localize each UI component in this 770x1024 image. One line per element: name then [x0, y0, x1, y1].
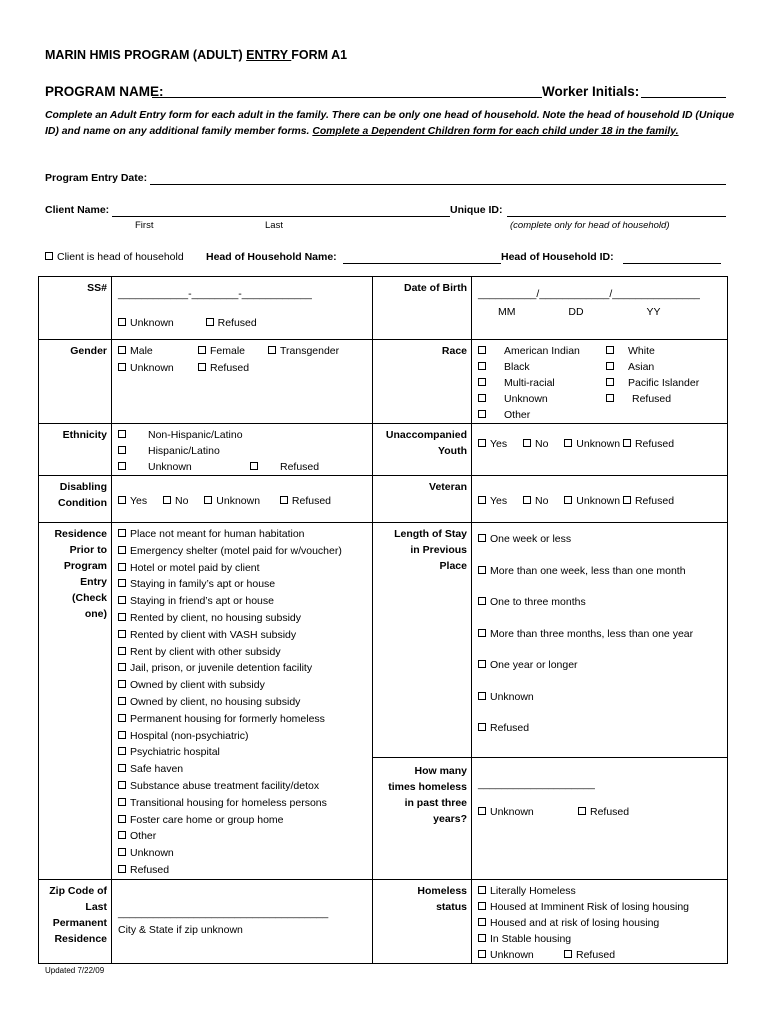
- residence-option-checkbox[interactable]: Refused: [118, 862, 368, 879]
- stay-option-checkbox[interactable]: One year or longer: [478, 650, 723, 682]
- checkbox-icon: [606, 346, 614, 354]
- checkbox-icon: [118, 714, 126, 722]
- race-refused-checkbox[interactable]: Refused: [606, 393, 671, 405]
- youth-no-checkbox[interactable]: No: [523, 438, 548, 450]
- veteran-unknown-checkbox[interactable]: Unknown: [564, 495, 620, 507]
- checkbox-icon: [118, 318, 126, 326]
- zip-cell: [112, 879, 373, 963]
- race-other-checkbox[interactable]: Other: [478, 409, 530, 421]
- checkbox-icon: [606, 394, 614, 402]
- checkbox-icon: [578, 807, 586, 815]
- checkbox-icon: [118, 462, 126, 470]
- checkbox-icon: [118, 563, 126, 571]
- checkbox-icon: [204, 496, 212, 504]
- residence-option-checkbox[interactable]: Rented by client, no housing subsidy: [118, 610, 368, 627]
- head-name-label: Head of Household Name:: [206, 251, 337, 263]
- checkbox-icon: [198, 346, 206, 354]
- stay-cell: [472, 523, 728, 758]
- residence-option-checkbox[interactable]: Permanent housing for formerly homeless: [118, 711, 368, 728]
- ethnicity-non-hispanic-checkbox[interactable]: Non-Hispanic/Latino: [118, 427, 368, 443]
- residence-option-checkbox[interactable]: Other: [118, 828, 368, 845]
- disabling-yes-checkbox[interactable]: Yes: [118, 495, 147, 507]
- checkbox-icon: [118, 848, 126, 856]
- homeless-status-label: Homeless status: [373, 879, 472, 963]
- race-unknown-checkbox[interactable]: Unknown: [478, 391, 606, 407]
- residence-option-checkbox[interactable]: Place not meant for human habitation: [118, 526, 368, 543]
- checkbox-icon: [118, 663, 126, 671]
- residence-option-checkbox[interactable]: Hospital (non-psychiatric): [118, 728, 368, 745]
- race-white-checkbox[interactable]: White: [606, 345, 655, 357]
- checkbox-icon: [118, 697, 126, 705]
- zip-label: Zip Code of Last Permanent Residence: [39, 879, 112, 963]
- checkbox-icon: [45, 252, 53, 260]
- ssn-unknown-checkbox[interactable]: Unknown: [118, 317, 174, 329]
- checkbox-icon: [118, 630, 126, 638]
- stay-option-checkbox[interactable]: Refused: [478, 713, 723, 745]
- stay-option-checkbox[interactable]: More than three months, less than one year: [478, 619, 723, 651]
- checkbox-icon: [623, 496, 631, 504]
- checkbox-icon: [606, 378, 614, 386]
- race-cell: [472, 340, 728, 424]
- mm-caption: MM: [498, 306, 516, 318]
- gender-female-checkbox[interactable]: Female: [198, 343, 268, 360]
- checkbox-icon: [118, 529, 126, 537]
- checkbox-icon: [118, 613, 126, 621]
- youth-label: Unaccompanied Youth: [373, 424, 472, 476]
- checkbox-icon: [523, 439, 531, 447]
- checkbox-icon: [478, 597, 486, 605]
- checkbox-icon: [478, 950, 486, 958]
- residence-option-checkbox[interactable]: Safe haven: [118, 761, 368, 778]
- client-name-label: Client Name:: [45, 204, 110, 216]
- veteran-cell: [472, 476, 728, 523]
- checkbox-icon: [118, 346, 126, 354]
- checkbox-icon: [564, 439, 572, 447]
- youth-refused-checkbox[interactable]: Refused: [623, 438, 674, 450]
- gender-male-checkbox[interactable]: Male: [118, 343, 198, 360]
- checkbox-icon: [478, 918, 486, 926]
- veteran-no-checkbox[interactable]: No: [523, 495, 548, 507]
- times-refused-checkbox[interactable]: Refused: [578, 806, 629, 818]
- checkbox-icon: [118, 579, 126, 587]
- residence-option-checkbox[interactable]: Emergency shelter (motel paid for w/voucher): [118, 543, 368, 560]
- disabling-cell: [112, 476, 373, 523]
- dob-cell: [472, 277, 728, 340]
- checkbox-icon: [206, 318, 214, 326]
- disabling-unknown-checkbox[interactable]: Unknown: [204, 495, 260, 507]
- homeless-unknown-checkbox[interactable]: Unknown: [478, 947, 564, 963]
- is-head-checkbox[interactable]: Client is head of household: [45, 251, 184, 263]
- veteran-label: Veteran: [373, 476, 472, 523]
- client-name-field[interactable]: [112, 216, 450, 217]
- residence-label: Residence Prior to Program Entry (Check one): [39, 523, 112, 880]
- checkbox-icon: [478, 566, 486, 574]
- disabling-label: Disabling Condition: [39, 476, 112, 523]
- race-black-checkbox[interactable]: Black: [478, 359, 606, 375]
- residence-option-checkbox[interactable]: Transitional housing for homeless persons: [118, 795, 368, 812]
- ssn-field[interactable]: ____________-________-____________: [118, 288, 312, 300]
- times-unknown-checkbox[interactable]: Unknown: [478, 804, 578, 820]
- checkbox-icon: [478, 629, 486, 637]
- ssn-cell: [112, 277, 373, 340]
- unique-id-label: Unique ID:: [450, 204, 503, 216]
- stay-option-checkbox[interactable]: Unknown: [478, 682, 723, 714]
- worker-initials-label: Worker Initials:: [542, 84, 640, 99]
- checkbox-icon: [118, 781, 126, 789]
- residence-option-checkbox[interactable]: Staying in family’s apt or house: [118, 576, 368, 593]
- checkbox-icon: [198, 363, 206, 371]
- checkbox-icon: [478, 934, 486, 942]
- residence-option-checkbox[interactable]: Owned by client, no housing subsidy: [118, 694, 368, 711]
- dd-caption: DD: [568, 306, 584, 318]
- ethnicity-label: Ethnicity: [39, 424, 112, 476]
- checkbox-icon: [118, 496, 126, 504]
- gender-cell: [112, 340, 373, 424]
- checkbox-icon: [118, 764, 126, 772]
- youth-cell: [472, 424, 728, 476]
- zip-note: City & State if zip unknown: [118, 923, 243, 936]
- homeless-status-cell: [472, 879, 728, 963]
- gender-label: Gender: [39, 340, 112, 424]
- ethnicity-refused-checkbox[interactable]: Refused: [250, 461, 319, 473]
- checkbox-icon: [118, 546, 126, 554]
- checkbox-icon: [118, 430, 126, 438]
- head-id-field[interactable]: [623, 263, 721, 264]
- unique-id-field[interactable]: [507, 216, 726, 217]
- times-homeless-label: How many times homeless in past three years?: [373, 758, 472, 879]
- stay-option-checkbox[interactable]: More than one week, less than one month: [478, 556, 723, 588]
- veteran-yes-checkbox[interactable]: Yes: [478, 495, 507, 507]
- ethnicity-cell: [112, 424, 373, 476]
- disabling-refused-checkbox[interactable]: Refused: [280, 495, 331, 507]
- homeless-refused-checkbox[interactable]: Refused: [564, 949, 615, 961]
- stay-label: Length of Stay in Previous Place: [373, 523, 472, 758]
- checkbox-icon: [623, 439, 631, 447]
- residence-option-checkbox[interactable]: Substance abuse treatment facility/detox: [118, 778, 368, 795]
- checkbox-icon: [163, 496, 171, 504]
- checkbox-icon: [564, 496, 572, 504]
- updated-date: Updated 7/22/09: [45, 966, 105, 975]
- homeless-option-checkbox[interactable]: Literally Homeless: [478, 883, 723, 899]
- checkbox-icon: [118, 831, 126, 839]
- entry-date-field[interactable]: [150, 184, 726, 185]
- checkbox-icon: [118, 865, 126, 873]
- youth-yes-checkbox[interactable]: Yes: [478, 438, 507, 450]
- checkbox-icon: [478, 439, 486, 447]
- first-name-caption: First: [135, 220, 154, 231]
- residence-option-checkbox[interactable]: Jail, prison, or juvenile detention facility: [118, 660, 368, 677]
- checkbox-icon: [118, 747, 126, 755]
- residence-option-checkbox[interactable]: Rented by client with VASH subsidy: [118, 627, 368, 644]
- residence-option-checkbox[interactable]: Psychiatric hospital: [118, 744, 368, 761]
- residence-option-checkbox[interactable]: Owned by client with subsidy: [118, 677, 368, 694]
- ethnicity-hispanic-checkbox[interactable]: Hispanic/Latino: [118, 443, 368, 459]
- worker-initials-field[interactable]: [641, 97, 726, 98]
- gender-refused-checkbox[interactable]: Refused: [198, 362, 249, 374]
- checkbox-icon: [118, 647, 126, 655]
- unique-id-note: (complete only for head of household): [510, 220, 670, 231]
- yy-caption: YY: [646, 306, 661, 318]
- checkbox-icon: [478, 886, 486, 894]
- checkbox-icon: [478, 723, 486, 731]
- head-id-label: Head of Household ID:: [501, 251, 614, 263]
- last-name-caption: Last: [265, 220, 283, 231]
- residence-option-checkbox[interactable]: Staying in friend’s apt or house: [118, 593, 368, 610]
- checkbox-icon: [118, 815, 126, 823]
- ethnicity-unknown-checkbox[interactable]: Unknown: [118, 459, 250, 475]
- form-title: MARIN HMIS PROGRAM (ADULT) ENTRY FORM A1: [45, 48, 348, 62]
- program-name-label: PROGRAM NAME:: [45, 84, 164, 99]
- race-multi-racial-checkbox[interactable]: Multi-racial: [478, 375, 606, 391]
- gender-unknown-checkbox[interactable]: Unknown: [118, 360, 198, 377]
- times-homeless-field[interactable]: ____________________: [478, 778, 595, 791]
- checkbox-icon: [478, 410, 486, 418]
- residence-option-checkbox[interactable]: Unknown: [118, 845, 368, 862]
- dob-field[interactable]: __________/____________/_______________: [478, 288, 700, 300]
- residence-option-checkbox[interactable]: Rent by client with other subsidy: [118, 644, 368, 661]
- checkbox-icon: [478, 378, 486, 386]
- checkbox-icon: [118, 446, 126, 454]
- stay-option-checkbox[interactable]: One to three months: [478, 587, 723, 619]
- checkbox-icon: [478, 807, 486, 815]
- checkbox-icon: [118, 363, 126, 371]
- race-asian-checkbox[interactable]: Asian: [606, 361, 654, 373]
- checkbox-icon: [118, 731, 126, 739]
- zip-field[interactable]: ____________________________________: [118, 906, 329, 919]
- checkbox-icon: [523, 496, 531, 504]
- youth-unknown-checkbox[interactable]: Unknown: [564, 438, 620, 450]
- checkbox-icon: [118, 680, 126, 688]
- checkbox-icon: [478, 534, 486, 542]
- residence-cell: [112, 523, 373, 880]
- race-pacific-islander-checkbox[interactable]: Pacific Islander: [606, 377, 699, 389]
- gender-transgender-checkbox[interactable]: Transgender: [268, 345, 339, 357]
- checkbox-icon: [478, 362, 486, 370]
- checkbox-icon: [478, 902, 486, 910]
- homeless-option-checkbox[interactable]: Housed and at risk of losing housing: [478, 915, 723, 931]
- checkbox-icon: [118, 798, 126, 806]
- checkbox-icon: [606, 362, 614, 370]
- checkbox-icon: [478, 496, 486, 504]
- instructions: Complete an Adult Entry form for each adult in the family. There can be only one head of household. Note the head of household ID (Unique ID) and name on any additional family member forms. Complete a Dependent Children form for each child under 18 in the family.: [45, 110, 735, 137]
- entry-date-label: Program Entry Date:: [45, 172, 148, 184]
- stay-option-checkbox[interactable]: One week or less: [478, 524, 723, 556]
- checkbox-icon: [268, 346, 276, 354]
- homeless-option-checkbox[interactable]: In Stable housing: [478, 931, 723, 947]
- disabling-no-checkbox[interactable]: No: [163, 495, 188, 507]
- dob-label: Date of Birth: [373, 277, 472, 340]
- ssn-refused-checkbox[interactable]: Refused: [206, 317, 257, 329]
- ssn-label: SS#: [39, 277, 112, 340]
- residence-option-checkbox[interactable]: Hotel or motel paid by client: [118, 560, 368, 577]
- residence-option-checkbox[interactable]: Foster care home or group home: [118, 812, 368, 829]
- checkbox-icon: [118, 596, 126, 604]
- checkbox-icon: [478, 692, 486, 700]
- homeless-option-checkbox[interactable]: Housed at Imminent Risk of losing housing: [478, 899, 723, 915]
- times-homeless-cell: [472, 758, 728, 879]
- checkbox-icon: [564, 950, 572, 958]
- entry-form-table: [38, 276, 728, 964]
- checkbox-icon: [478, 660, 486, 668]
- checkbox-icon: [478, 346, 486, 354]
- race-label: Race: [373, 340, 472, 424]
- checkbox-icon: [280, 496, 288, 504]
- checkbox-icon: [250, 462, 258, 470]
- race-american-indian-checkbox[interactable]: American Indian: [478, 343, 606, 359]
- head-name-field[interactable]: [343, 263, 501, 264]
- program-name-field[interactable]: [152, 97, 542, 98]
- veteran-refused-checkbox[interactable]: Refused: [623, 495, 674, 507]
- checkbox-icon: [478, 394, 486, 402]
